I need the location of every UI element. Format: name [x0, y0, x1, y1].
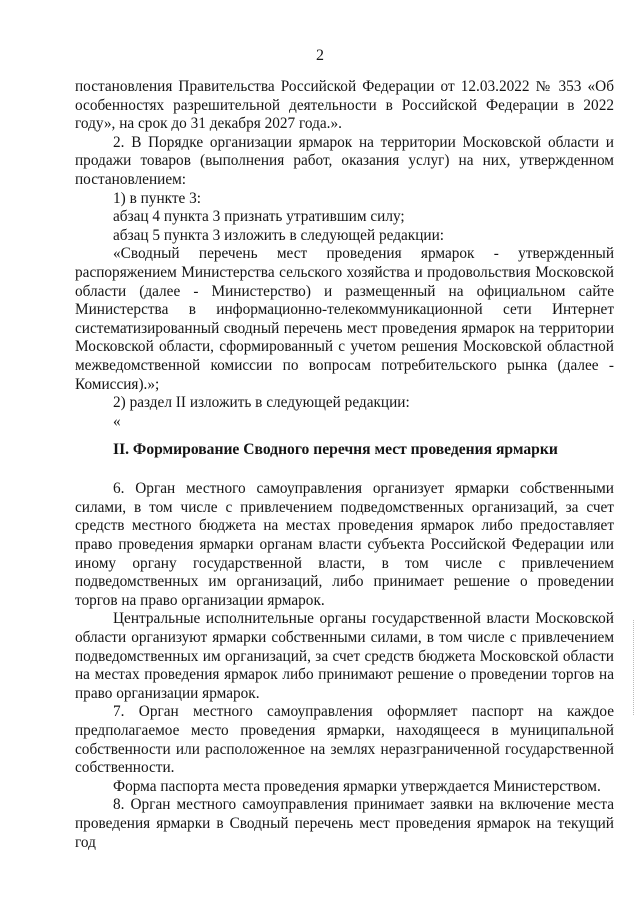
- document-body: [75, 78, 614, 852]
- paragraph-item-2: 2. В Порядке организации ярмарок на территории Московской области и продажи товаров (выполнения работ, оказания услуг) на них, утвержденном постановлением:: [75, 133, 614, 188]
- paragraph-passport-form: Форма паспорта места проведения ярмарки утверждается Министерством.: [113, 777, 601, 795]
- page-number: 2: [316, 47, 324, 64]
- paragraph-continuation: постановления Правительства Российской Федерации от 12.03.2022 № 353 «Об особенностях разрешительной деятельности в Российской Федерации в 2022 году», на срок до 31 декабря 2027 года.».: [75, 78, 614, 133]
- section-heading: II. Формирование Сводного перечня мест проведения ярмарки: [113, 441, 558, 459]
- paragraph-item-8: 8. Орган местного самоуправления принимает заявки на включение места проведения ярмарки в Сводный перечень мест проведения ярмарок на текущий год: [75, 796, 614, 851]
- paragraph-subitem-2: 2) раздел II изложить в следующей редакции:: [113, 394, 410, 412]
- opening-quote-mark: «: [113, 412, 121, 430]
- scan-margin-artifact: [633, 620, 636, 715]
- paragraph-quoted-definition: «Сводный перечень мест проведения ярмарок - утвержденный распоряжением Министерства сельского хозяйства и продовольствия Московской области (далее - Министерство) и размещенный на официальном сайте Министерства в информационно-телекоммуникационной сети Интернет систематизированный сводный перечень мест проведения ярмарок на территории Московской области, сформированный с учетом решения Московской областной межведомственной комиссии по вопросам потребительского рынка (далее - Комиссия).»;: [75, 245, 614, 393]
- paragraph-subitem-1: 1) в пункте 3:: [113, 189, 202, 207]
- paragraph-central-organs: Центральные исполнительные органы государственной власти Московской области организуют ярмарки собственными силами, в том числе с привлечением подведомственных им организаций, за счет средств бюджета Московской области на местах проведения ярмарок либо принимают решение о проведении торгов на право организации ярмарок.: [75, 610, 614, 702]
- heading-spacer: [75, 460, 614, 480]
- paragraph-abzac-4: абзац 4 пункта 3 признать утратившим силу;: [113, 208, 405, 226]
- paragraph-abzac-5: абзац 5 пункта 3 изложить в следующей редакции:: [113, 226, 445, 244]
- paragraph-item-6: 6. Орган местного самоуправления организует ярмарки собственными силами, в том числе с привлечением подведомственных организаций, за счет средств местного бюджета на местах проведения ярмарок либо предоставляет право проведения ярмарки органам власти субъекта Российской Федерации или иному органу государственной власти, в том числе с привлечением подведомственных им организаций, либо принимает решение о проведении торгов на право организации ярмарок.: [75, 480, 614, 609]
- paragraph-item-7: 7. Орган местного самоуправления оформляет паспорт на каждое предполагаемое место проведения ярмарки, находящееся в муниципальной собственности или расположенное на землях неразграниченной государственной собственности.: [75, 703, 614, 777]
